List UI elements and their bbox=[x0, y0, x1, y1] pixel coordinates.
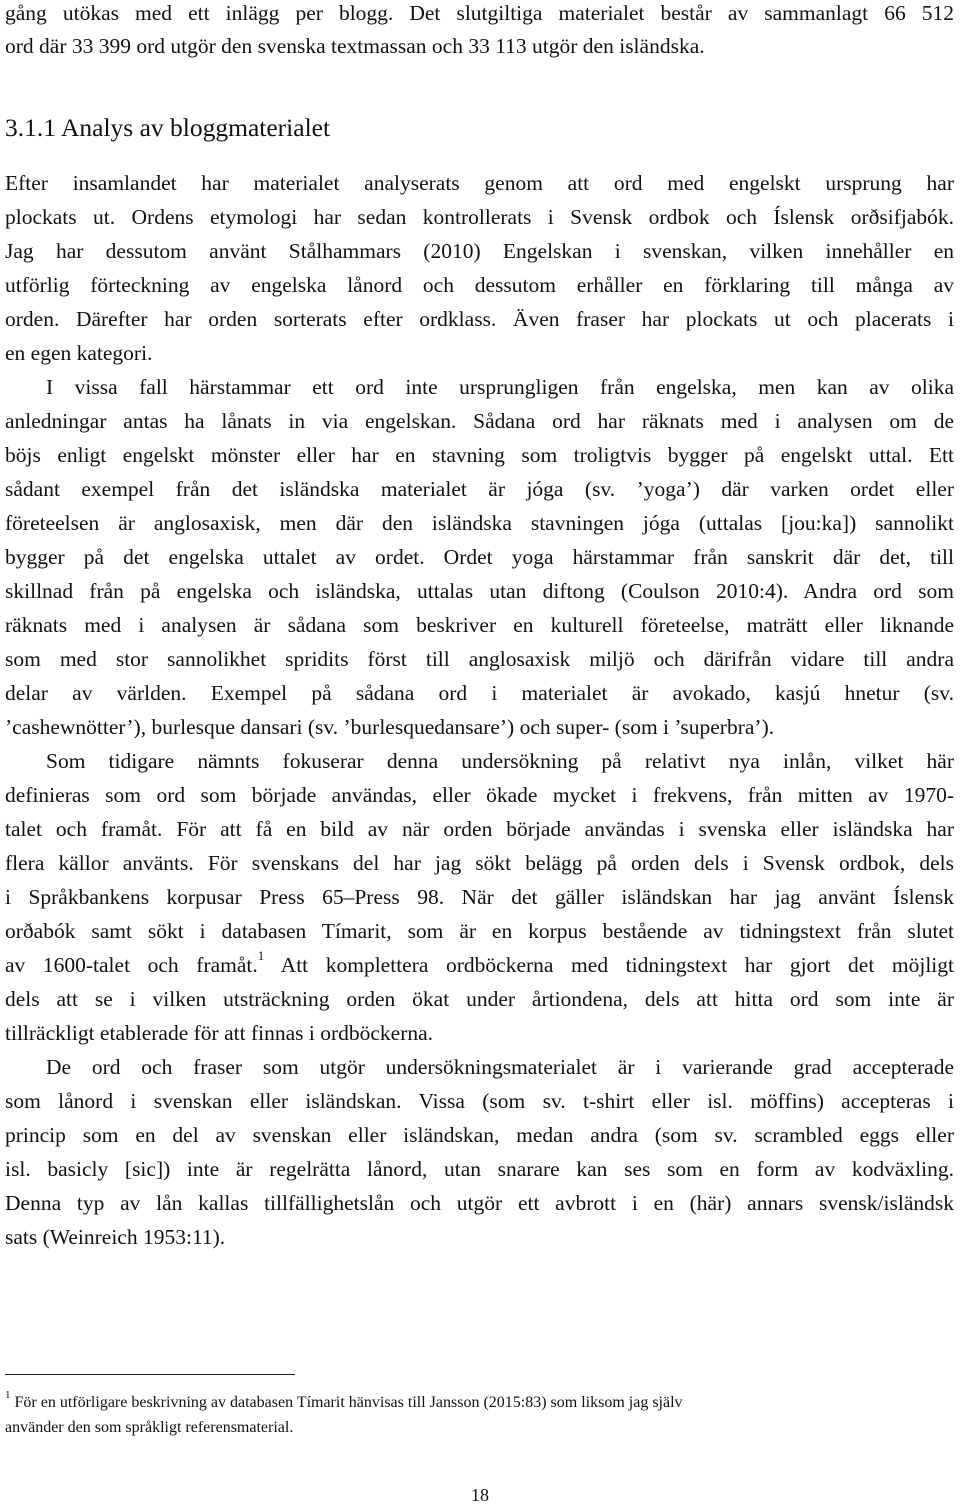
text-line: delar av världen. Exempel på sådana ord i materialet är avokado, kasjú hnetur (sv. bbox=[5, 681, 954, 705]
text-line: dels att se i vilken utsträckning orden ökat under årtiondena, dels att hitta ord som inte är bbox=[5, 987, 954, 1011]
text-line: som med stor sannolikhet spridits först till anglosaxisk miljö och därifrån vidare till andra bbox=[5, 647, 954, 671]
text-line: talet och framåt. För att få en bild av när orden började användas i svenska eller isländska har bbox=[5, 817, 954, 841]
text-line: definieras som ord som började användas, eller ökade mycket i frekvens, från mitten av 1970- bbox=[5, 783, 954, 807]
text-line: Denna typ av lån kallas tillfällighetslån och utgör ett avbrott i en (här) annars svensk/isländsk bbox=[5, 1191, 954, 1215]
text-line: ’cashewnötter’), burlesque dansari (sv. ’burlesquedansare’) och super- (som i ’superbra’). bbox=[5, 715, 775, 739]
text-line: Jag har dessutom använt Stålhammars (2010) Engelskan i svenskan, vilken innehåller en bbox=[5, 239, 954, 263]
section-heading: 3.1.1 Analys av bloggmaterialet bbox=[5, 113, 331, 142]
text-line: skillnad från på engelska och isländska, uttalas utan diftong (Coulson 2010:4). Andra ord som bbox=[5, 579, 954, 603]
text-line: Som tidigare nämnts fokuserar denna undersökning på relativt nya inlån, vilket här bbox=[46, 749, 954, 773]
text-line: som lånord i svenskan eller isländskan. Vissa (som sv. t-shirt eller isl. möffins) accepteras i bbox=[5, 1089, 954, 1113]
text-line: ord där 33 399 ord utgör den svenska textmassan och 33 113 utgör den isländska. bbox=[5, 34, 705, 58]
text-line: orðabók samt sökt i databasen Tímarit, som är en korpus bestående av tidningstext från slutet bbox=[5, 919, 954, 943]
text-line: anledningar antas ha lånats in via engelskan. Sådana ord har räknats med i analysen om de bbox=[5, 409, 954, 433]
footnote-text: använder den som språkligt referensmaterial. bbox=[5, 1419, 294, 1436]
footnote-text: För en utförligare beskrivning av databasen Tímarit hänvisas till Jansson (2015:83) som liksom jag själv bbox=[10, 1394, 683, 1411]
page-number: 18 bbox=[471, 1485, 489, 1505]
text-line: räknats med i analysen är sådana som beskriver en kulturell företeelse, maträtt eller liknande bbox=[5, 613, 954, 637]
text-line: utförlig förteckning av engelska lånord och dessutom erhåller en förklaring till många av bbox=[5, 273, 954, 297]
text-segment: av 1600-talet och framåt. bbox=[5, 953, 258, 977]
text-line: bygger på det engelska uttalet av ordet. Ordet yoga härstammar från sanskrit där det, till bbox=[5, 545, 954, 569]
text-line: flera källor använts. För svenskans del har jag sökt belägg på orden dels i Svensk ordbok, dels bbox=[5, 851, 954, 875]
text-line: plockats ut. Ordens etymologi har sedan kontrollerats i Svensk ordbok och Íslensk orðsifjabók. bbox=[5, 205, 954, 229]
text-segment: Att komplettera ordböckerna med tidningstext har gjort det möjligt bbox=[264, 953, 954, 977]
text-line: orden. Därefter har orden sorterats efter ordklass. Även fraser har plockats ut och placerats i bbox=[5, 307, 954, 331]
footnote-reference: 1 bbox=[257, 947, 265, 963]
text-line: Efter insamlandet har materialet analyserats genom att ord med engelskt ursprung har bbox=[5, 171, 954, 195]
text-line: företeelsen är anglosaxisk, men där den isländska stavningen jóga (uttalas [jou:ka]) sannolikt bbox=[5, 511, 954, 535]
text-line: I vissa fall härstammar ett ord inte ursprungligen från engelska, men kan av olika bbox=[46, 375, 954, 399]
footnote-divider bbox=[5, 1374, 295, 1375]
text-line: sådant exempel från det isländska materialet är jóga (sv. ’yoga’) där varken ordet eller bbox=[5, 477, 954, 501]
text-line: sats (Weinreich 1953:11). bbox=[5, 1225, 226, 1249]
text-line-with-footnote bbox=[5, 947, 954, 978]
text-line: i Språkbankens korpusar Press 65–Press 98. När det gäller isländskan har jag använt Íslensk bbox=[5, 885, 954, 909]
text-line: isl. basicly [sic]) inte är regelrätta lånord, utan snarare kan ses som en form av kodväxling. bbox=[5, 1157, 954, 1181]
text-line: en egen kategori. bbox=[5, 341, 153, 365]
text-line: böjs enligt engelskt mönster eller har en stavning som troligtvis bygger på engelskt uttal. Ett bbox=[5, 443, 954, 467]
text-line: gång utökas med ett inlägg per blogg. Det slutgiltiga materialet består av sammanlagt 66 512 bbox=[5, 1, 954, 25]
footnote-marker: 1 bbox=[5, 1388, 11, 1401]
text-line: De ord och fraser som utgör undersökningsmaterialet är i varierande grad accepterade bbox=[46, 1055, 954, 1079]
footnote bbox=[5, 1388, 900, 1413]
text-line: princip som en del av svenskan eller isländskan, medan andra (som sv. scrambled eggs eller bbox=[5, 1123, 954, 1147]
text-line: tillräckligt etablerade för att finnas i ordböckerna. bbox=[5, 1021, 434, 1045]
